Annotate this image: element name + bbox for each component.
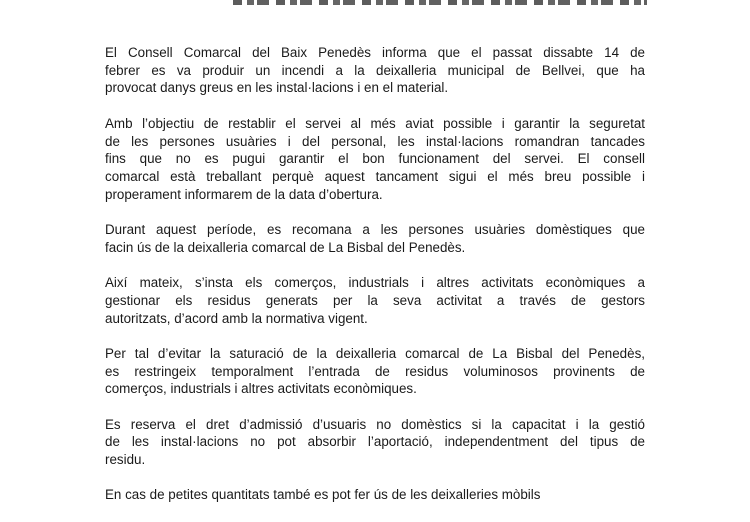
text-line: provocat danys greus en les instal·lacions i en el material. xyxy=(105,80,449,96)
clipped-heading-fragment xyxy=(233,0,647,5)
paragraph xyxy=(105,345,645,398)
text-line: Durant aquest període, es recomana a les persones usuàries domèstiques que xyxy=(105,222,645,237)
text-line: gestionar els residus generats per la seva activitat a través de gestors xyxy=(105,292,645,308)
text-line: de les instal·lacions no pot absorbir l’aportació, independentment del tipus de xyxy=(105,434,645,450)
paragraph xyxy=(105,274,645,327)
text-line: El Consell Comarcal del Baix Penedès informa que el passat dissabte 14 de xyxy=(105,45,645,60)
paragraph xyxy=(105,486,645,504)
paragraph xyxy=(105,221,645,256)
text-line: facin ús de la deixalleria comarcal de La Bisbal del Penedès. xyxy=(105,239,466,255)
text-line: febrer es va produir un incendi a la deixalleria municipal de Bellvei, que ha xyxy=(105,62,645,78)
text-line: Amb l’objectiu de restablir el servei al més aviat possible i garantir la seguretat xyxy=(105,115,645,131)
text-line: Per tal d’evitar la saturació de la deixalleria comarcal de La Bisbal del Penedès, xyxy=(105,345,645,361)
text-line: comarcal està treballant perquè aquest tancament sigui el més breu possible i xyxy=(105,168,645,184)
paragraph xyxy=(105,416,645,469)
text-line: es restringeix temporalment l’entrada de residus voluminosos provinents de xyxy=(105,363,645,379)
paragraph xyxy=(105,44,645,97)
document-body xyxy=(105,44,645,522)
text-line: residu. xyxy=(105,452,146,468)
text-line: fins que no es pugui garantir el bon funcionament del servei. El consell xyxy=(105,151,645,167)
text-line: de les persones usuàries i del personal, les instal·lacions romandran tancades xyxy=(105,133,645,149)
text-line: properament informarem de la data d’obertura. xyxy=(105,186,383,202)
text-line: Així mateix, s’insta els comerços, industrials i altres activitats econòmiques a xyxy=(105,275,645,291)
text-line: autoritzats, d’acord amb la normativa vigent. xyxy=(105,310,368,326)
paragraph xyxy=(105,115,645,204)
text-line: Es reserva el dret d’admissió d’usuaris no domèstics si la capacitat i la gestió xyxy=(105,416,645,432)
text-line: En cas de petites quantitats també es pot fer ús de les deixalleries mòbils xyxy=(105,487,541,503)
text-line: comerços, industrials i altres activitats econòmiques. xyxy=(105,381,417,397)
